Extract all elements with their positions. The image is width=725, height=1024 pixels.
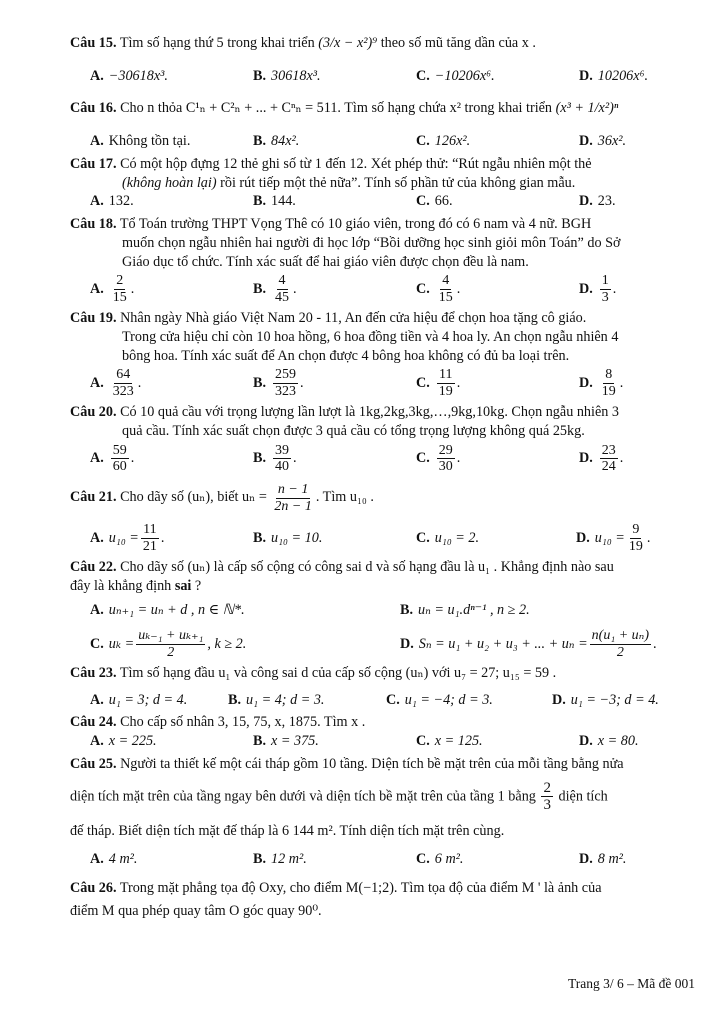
option-a[interactable]: A. $\frac{2}{15}$ . — [90, 273, 135, 305]
options-20 — [70, 443, 698, 475]
question-text: . Tìm u₁₀ . — [315, 489, 374, 506]
options-17 — [70, 192, 698, 211]
options-19 — [70, 367, 698, 399]
options-22-row2 — [70, 628, 698, 660]
options-16 — [70, 132, 698, 151]
option-b[interactable]: B. u₁₀ = 10. — [253, 529, 323, 546]
question-22-line2 — [70, 577, 698, 596]
question-text: đế tháp. Biết diện tích mặt đế tháp là 6 144 m². Tính diện tích mặt trên cùng. — [70, 822, 505, 839]
option-b[interactable]: B. 12 m². — [253, 851, 307, 868]
option-b[interactable]: B. 84x². — [253, 133, 300, 150]
question-number: Câu 20. — [70, 404, 117, 421]
options-25 — [70, 850, 698, 869]
option-c[interactable]: C. $\frac{11}{19}$ . — [416, 367, 461, 399]
question-17-line2 — [70, 174, 698, 193]
question-text: quả cầu. Tính xác suất chọn được 3 quả cầu có tổng trọng lượng không quá 25kg. — [122, 422, 585, 439]
option-a[interactable]: A. 4 m². — [90, 851, 138, 868]
question-number: Câu 18. — [70, 216, 117, 233]
question-number: Câu 19. — [70, 310, 117, 327]
question-text: điểm M qua phép quay tâm O góc quay 90⁰. — [70, 902, 322, 919]
option-b[interactable]: B. $\frac{4}{45}$ . — [253, 273, 297, 305]
question-number: Câu 26. — [70, 880, 117, 897]
option-c[interactable]: C. u₁₀ = 2. — [416, 529, 480, 546]
option-d[interactable]: D. 36x². — [579, 133, 627, 150]
option-c[interactable]: C. 126x². — [416, 133, 471, 150]
option-b[interactable]: B. x = 375. — [253, 733, 319, 750]
question-text: đây là khẳng định — [70, 577, 175, 594]
question-text: Giáo dục tổ chức. Tính xác suất để hai giáo viên được chọn đều là nam. — [122, 253, 529, 270]
question-number: Câu 25. — [70, 755, 117, 772]
question-text: rồi rút tiếp một thẻ nữa”. Tính số phần tử của không gian mẫu. — [216, 174, 576, 191]
question-17 — [70, 155, 698, 174]
question-number: Câu 22. — [70, 558, 117, 575]
option-d[interactable]: D. 8 m². — [579, 851, 627, 868]
option-a[interactable]: A. u₁₀ = $\frac{11}{21}$ . — [90, 522, 165, 554]
question-19 — [70, 309, 698, 328]
question-text: Trong cửa hiệu chỉ còn 10 hoa hồng, 6 hoa đồng tiền và 4 hoa ly. An chọn ngẫu nhiên 4 — [122, 328, 619, 345]
option-c[interactable]: C. u₁ = −4; d = 3. — [386, 691, 493, 708]
option-b[interactable]: B. $\frac{39}{40}$ . — [253, 442, 297, 474]
option-b[interactable]: B. $\frac{259}{323}$ . — [253, 367, 304, 399]
fraction: $\frac{2}{3}$ — [543, 779, 551, 814]
emphasis-text: sai — [174, 577, 192, 594]
question-16 — [70, 99, 698, 118]
option-b[interactable]: B. 30618x³. — [253, 67, 321, 84]
question-text: Có 10 quả cầu với trọng lượng lần lượt là 1kg,2kg,3kg,…,9kg,10kg. Chọn ngẫu nhiên 3 — [120, 404, 619, 421]
question-23 — [70, 664, 698, 683]
option-c[interactable]: C. 6 m². — [416, 851, 464, 868]
question-18 — [70, 215, 698, 234]
option-d[interactable]: D. $\frac{8}{19}$ . — [579, 367, 624, 399]
option-a[interactable]: A. Không tồn tại. — [90, 133, 191, 150]
question-text: Cho n thỏa C¹ₙ + C²ₙ + ... + Cⁿₙ = 511. Tìm số hạng chứa x² trong khai triển — [120, 100, 553, 117]
question-text: ? — [191, 577, 202, 594]
question-text: Tổ Toán trường THPT Vọng Thê có 10 giáo viên, trong đó có 6 nam và 4 nữ. BGH — [119, 216, 592, 233]
question-text: theo số mũ tăng dần của x . — [380, 35, 536, 51]
option-c[interactable]: C. x = 125. — [416, 733, 483, 750]
question-text: Có một hộp đựng 12 thẻ ghi số từ 1 đến 12. Xét phép thử: “Rút ngẫu nhiên một thẻ — [120, 155, 592, 172]
options-15 — [70, 67, 698, 86]
option-a[interactable]: A. x = 225. — [90, 733, 157, 750]
question-text: diện tích mặt trên của tầng ngay bên dưới và diện tích bề mặt trên của tầng 1 bằng — [70, 787, 536, 804]
question-number: Câu 23. — [70, 664, 117, 681]
question-20 — [70, 403, 698, 422]
italic-text: (không hoàn lại) — [122, 174, 217, 191]
options-23 — [70, 691, 698, 710]
question-25-line2 — [70, 780, 698, 814]
fraction: $\frac{n - 1}{2n - 1}$ — [274, 482, 312, 514]
option-d[interactable]: D. u₁₀ = $\frac{9}{19}$ . — [576, 522, 651, 554]
question-24 — [70, 713, 698, 732]
option-b[interactable]: B. 144. — [253, 193, 296, 210]
question-number: Câu 16. — [70, 100, 117, 117]
question-text: muốn chọn ngẫu nhiên hai người đi học lớp “Bồi dưỡng học sinh giỏi môn Toán” do Sở — [122, 234, 621, 251]
option-c[interactable]: C. $\frac{4}{15}$ . — [416, 273, 461, 305]
option-d[interactable]: D. 10206x⁶. — [579, 67, 649, 84]
option-d[interactable]: D. u₁ = −3; d = 4. — [552, 691, 659, 708]
option-a[interactable]: A. $\frac{59}{60}$ . — [90, 442, 135, 474]
question-22 — [70, 558, 698, 577]
math-expression: (3/x − x²)⁹ — [318, 35, 378, 51]
question-text: Cho dãy số (uₙ) là cấp số cộng có công sai d và số hạng đầu là u₁ . Khẳng định nào sau — [120, 558, 614, 575]
option-d[interactable]: D. $\frac{23}{24}$ . — [579, 442, 624, 474]
options-18 — [70, 273, 698, 305]
question-text: Người ta thiết kế một cái tháp gồm 10 tầng. Diện tích bề mặt trên của mỗi tầng bằng nửa — [120, 755, 624, 772]
math-expression: (x³ + 1/x²)ⁿ — [555, 100, 619, 117]
exam-page — [70, 30, 698, 921]
option-b[interactable]: B. uₙ = u₁.dⁿ⁻¹ , n ≥ 2. — [400, 602, 530, 619]
question-21 — [70, 482, 698, 514]
page-footer: Trang 3/ 6 – Mã đề 001 — [568, 976, 695, 991]
option-a[interactable]: A. $\frac{64}{323}$ . — [90, 367, 142, 399]
question-text: Tìm số hạng thứ 5 trong khai triển — [119, 35, 315, 51]
question-text: Tìm số hạng đầu u₁ và công sai d của cấp số cộng (uₙ) với u₇ = 27; u₁₅ = 59 . — [119, 664, 557, 681]
options-24 — [70, 732, 698, 751]
option-c[interactable]: C. −10206x⁶. — [416, 67, 495, 84]
question-number: Câu 17. — [70, 155, 117, 172]
question-15 — [70, 34, 698, 53]
question-text: Trong mặt phẳng tọa độ Oxy, cho điểm M(−1;2). Tìm tọa độ của điểm M ' là ảnh của — [119, 880, 602, 897]
options-22-row1 — [70, 601, 698, 620]
option-a[interactable]: A. −30618x³. — [90, 67, 168, 84]
option-c[interactable]: C. 66. — [416, 193, 453, 210]
option-a[interactable]: A. uₙ₊₁ = uₙ + d , n ∈ ℕ*. — [90, 602, 245, 619]
option-b[interactable]: B. u₁ = 4; d = 3. — [228, 691, 325, 708]
option-c[interactable]: C. $\frac{29}{30}$ . — [416, 442, 461, 474]
question-text: bông hoa. Tính xác suất để An chọn được 4 bông hoa không có đủ ba loại trên. — [122, 347, 570, 364]
option-c[interactable]: C. uₖ = $\frac{\text{uₖ₋₁ + uₖ₊₁}}{2}$ , k ≥ 2. — [90, 628, 247, 660]
option-a[interactable]: A. u₁ = 3; d = 4. — [90, 691, 188, 708]
question-number: Câu 24. — [70, 714, 117, 731]
question-text: diện tích — [558, 787, 608, 804]
options-21 — [70, 522, 698, 554]
question-text: Nhân ngày Nhà giáo Việt Nam 20 - 11, An đến cửa hiệu để chọn hoa tặng cô giáo. — [120, 310, 587, 327]
option-a[interactable]: A. 132. — [90, 193, 134, 210]
question-text: Cho dãy số (uₙ), biết uₙ = — [120, 489, 267, 506]
option-d[interactable]: D. $\frac{1}{3}$ . — [579, 273, 617, 305]
option-d[interactable]: D. 23. — [579, 193, 616, 210]
question-number: Câu 15. — [70, 35, 117, 51]
option-d[interactable]: D. x = 80. — [579, 733, 639, 750]
question-number: Câu 21. — [70, 489, 117, 506]
option-d[interactable]: D. Sₙ = u₁ + u₂ + u₃ + ... + uₙ = $\frac{\text{n(u₁ + uₙ)}}{2}$ . — [400, 628, 657, 660]
question-text: Cho cấp số nhân 3, 15, 75, x, 1875. Tìm x . — [120, 714, 366, 731]
question-25 — [70, 755, 698, 774]
question-26 — [70, 879, 698, 898]
